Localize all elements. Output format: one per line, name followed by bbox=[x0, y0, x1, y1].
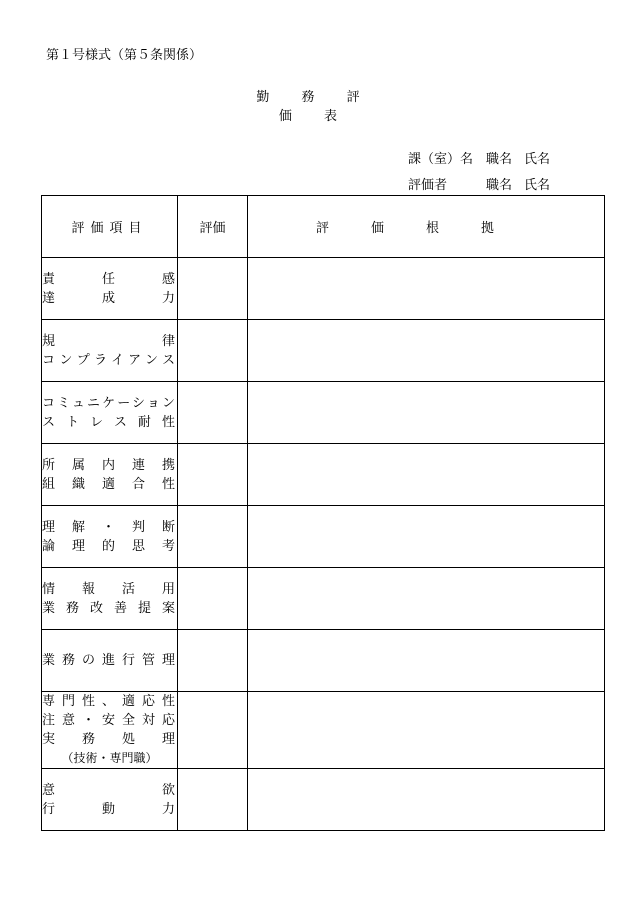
evaluation-item-label: 理解・判断 bbox=[42, 519, 177, 535]
evaluation-item-label: コンプライアンス bbox=[42, 352, 177, 368]
evaluation-item-label: コミュニケーション bbox=[42, 395, 177, 411]
evaluation-item-label: （技術・専門職） bbox=[61, 751, 158, 765]
evaluation-cell[interactable] bbox=[178, 382, 248, 444]
position-label: 職名 bbox=[486, 152, 513, 167]
header-basis: 評価根拠 bbox=[248, 196, 605, 258]
basis-cell[interactable] bbox=[248, 769, 605, 831]
header-line-evaluator bbox=[408, 174, 550, 193]
evaluation-item-label: 論理的思考 bbox=[42, 538, 177, 554]
evaluation-item-cell bbox=[42, 382, 178, 444]
basis-cell[interactable] bbox=[248, 568, 605, 630]
evaluation-cell[interactable] bbox=[178, 692, 248, 769]
table-row bbox=[42, 630, 605, 692]
basis-cell[interactable] bbox=[248, 506, 605, 568]
evaluation-cell[interactable] bbox=[178, 258, 248, 320]
evaluation-item-cell bbox=[42, 692, 178, 769]
evaluation-item-cell bbox=[42, 258, 178, 320]
basis-cell[interactable] bbox=[248, 630, 605, 692]
evaluation-item-label: 情報活用 bbox=[42, 581, 177, 597]
evaluation-cell[interactable] bbox=[178, 568, 248, 630]
evaluation-item-cell bbox=[42, 630, 178, 692]
table-row bbox=[42, 506, 605, 568]
header-item: 評価項目 bbox=[42, 196, 178, 258]
basis-cell[interactable] bbox=[248, 320, 605, 382]
header-line-department bbox=[408, 148, 550, 167]
department-label: 課（室）名 bbox=[408, 152, 474, 167]
evaluation-item-label: 組織適合性 bbox=[42, 476, 177, 492]
evaluation-item-cell bbox=[42, 769, 178, 831]
basis-cell[interactable] bbox=[248, 444, 605, 506]
table-row bbox=[42, 258, 605, 320]
header-evaluation: 評価 bbox=[178, 196, 248, 258]
evaluation-item-cell bbox=[42, 320, 178, 382]
evaluation-cell[interactable] bbox=[178, 506, 248, 568]
table-row bbox=[42, 692, 605, 769]
evaluation-item-label: ストレス耐性 bbox=[42, 414, 177, 430]
table-header-row bbox=[42, 196, 605, 258]
evaluator-label: 評価者 bbox=[408, 178, 448, 193]
name-label: 氏名 bbox=[524, 152, 551, 167]
evaluation-item-label: 注意・安全対応 bbox=[42, 713, 177, 728]
evaluation-item-label: 規律 bbox=[42, 333, 177, 349]
evaluator-name-label: 氏名 bbox=[524, 178, 551, 193]
table-row bbox=[42, 382, 605, 444]
evaluation-table bbox=[41, 195, 605, 831]
evaluation-item-label: 達成力 bbox=[42, 290, 177, 306]
basis-cell[interactable] bbox=[248, 692, 605, 769]
form-number: 第１号様式（第５条関係） bbox=[46, 48, 203, 63]
evaluator-position-label: 職名 bbox=[486, 178, 513, 193]
table-row bbox=[42, 568, 605, 630]
table-body bbox=[42, 258, 605, 831]
evaluation-item-label: 意欲 bbox=[42, 782, 177, 798]
basis-cell[interactable] bbox=[248, 382, 605, 444]
evaluation-item-label: 所属内連携 bbox=[42, 457, 177, 473]
table-row bbox=[42, 444, 605, 506]
evaluation-cell[interactable] bbox=[178, 630, 248, 692]
table-row bbox=[42, 320, 605, 382]
evaluation-item-label: 専門性、適応性 bbox=[42, 694, 177, 709]
evaluation-item-label: 実務処理 bbox=[42, 732, 177, 747]
evaluation-cell[interactable] bbox=[178, 444, 248, 506]
evaluation-item-cell bbox=[42, 506, 178, 568]
evaluation-item-cell bbox=[42, 568, 178, 630]
evaluation-item-label: 行動力 bbox=[42, 801, 177, 817]
evaluation-item-label: 業務改善提案 bbox=[42, 600, 177, 616]
evaluation-cell[interactable] bbox=[178, 769, 248, 831]
evaluation-item-label: 責任感 bbox=[42, 271, 177, 287]
basis-cell[interactable] bbox=[248, 258, 605, 320]
evaluation-item-label: 業務の進行管理 bbox=[42, 653, 177, 668]
evaluation-cell[interactable] bbox=[178, 320, 248, 382]
table-row bbox=[42, 769, 605, 831]
evaluation-item-cell bbox=[42, 444, 178, 506]
document-title: 勤 務 評 価 表 bbox=[256, 90, 374, 124]
